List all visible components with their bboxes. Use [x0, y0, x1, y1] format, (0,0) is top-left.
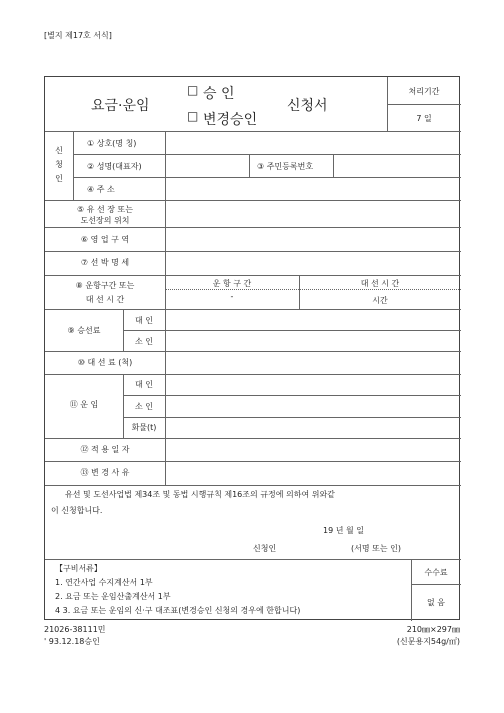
address-label: ④ 주 소 [87, 185, 115, 194]
boarding-fee-adult: 대 인 [135, 316, 153, 325]
applicant-group-char-3: 인 [55, 174, 63, 183]
form-code: 21026-38111민 [44, 625, 106, 634]
route-label-line1: ⑧ 운항구간 또는 [75, 281, 135, 290]
fare-cargo: 화물(t) [131, 423, 157, 432]
documents-heading: 【구비서류】 [55, 564, 102, 573]
statement-line2: 이 신청합니다. [51, 506, 103, 515]
boarding-fee-child: 소 인 [135, 337, 153, 346]
checkbox-approval[interactable]: □ [187, 83, 199, 97]
fee-value: 없 음 [427, 598, 445, 607]
location-label-line1: ⑤ 유 선 장 또는 [77, 205, 133, 214]
resident-number-label: ③ 주민등록번호 [257, 162, 314, 171]
applicant-group-char-2: 청 [55, 160, 63, 169]
option-change-approval: 변경승인 [203, 112, 258, 128]
charter-time-unit: 시간 [372, 296, 388, 305]
document-item-1: 1. 연간사업 수지계산서 1부 [55, 578, 153, 587]
form-title-right: 신청서 [287, 98, 328, 114]
paper-size: 210㎜×297㎜ [406, 625, 460, 634]
statement-line1: 유선 및 도선사업법 제34조 및 동법 시행규칙 제16조의 규정에 의하여 위와같 [65, 490, 335, 499]
applicant-group-char-1: 신 [55, 146, 63, 155]
applicant-signature-label: 신청인 [253, 544, 277, 553]
form-title-left: 요금·운임 [91, 98, 150, 114]
fare-child: 소 인 [135, 402, 153, 411]
change-reason-label: ⑬ 변 경 사 유 [80, 468, 130, 477]
route-label-line2: 대 선 시 간 [85, 295, 125, 304]
fare-adult: 대 인 [135, 380, 153, 389]
location-label-line2: 도선장의 위치 [80, 216, 130, 225]
paper-type: (신문용지54g/㎡) [396, 637, 460, 646]
charter-time-header: 대 선 시 간 [360, 279, 400, 288]
business-area-label: ⑥ 영 업 구 역 [80, 235, 130, 244]
route-section-header: 운 항 구 간 [212, 279, 252, 288]
fare-label: ⑪ 운 임 [69, 400, 99, 409]
business-name-label: ① 상호(명 칭) [87, 139, 137, 148]
application-date: 19 년 월 일 [323, 526, 364, 535]
document-item-2: 2. 요금 또는 운임산출계산서 1부 [55, 592, 171, 601]
effective-date-label: ⑫ 적 용 일 자 [80, 445, 130, 454]
route-dash: - [230, 292, 234, 301]
form-number-label: [별지 제17호 서식] [44, 31, 112, 40]
application-form [44, 76, 460, 620]
ship-spec-label: ⑦ 선 박 명 세 [80, 258, 130, 267]
signature-placeholder: (서명 또는 인) [351, 544, 401, 553]
boarding-fee-label: ⑨ 승선료 [67, 326, 101, 335]
document-item-3: 4 3. 요금 또는 운임의 신·구 대조표(변경승인 신청의 경우에 한합니다) [55, 606, 301, 615]
approval-date: ' 93.12.18승인 [44, 637, 100, 646]
checkbox-change-approval[interactable]: □ [187, 109, 199, 123]
processing-period-label: 처리기간 [408, 87, 440, 96]
charter-fee-label: ⑩ 대 선 료 (척) [77, 358, 133, 367]
processing-period-value: 7 일 [416, 114, 432, 123]
representative-name-label: ② 성명(대표자) [87, 162, 142, 171]
fee-label: 수수료 [424, 568, 448, 577]
option-approval: 승 인 [203, 86, 235, 102]
